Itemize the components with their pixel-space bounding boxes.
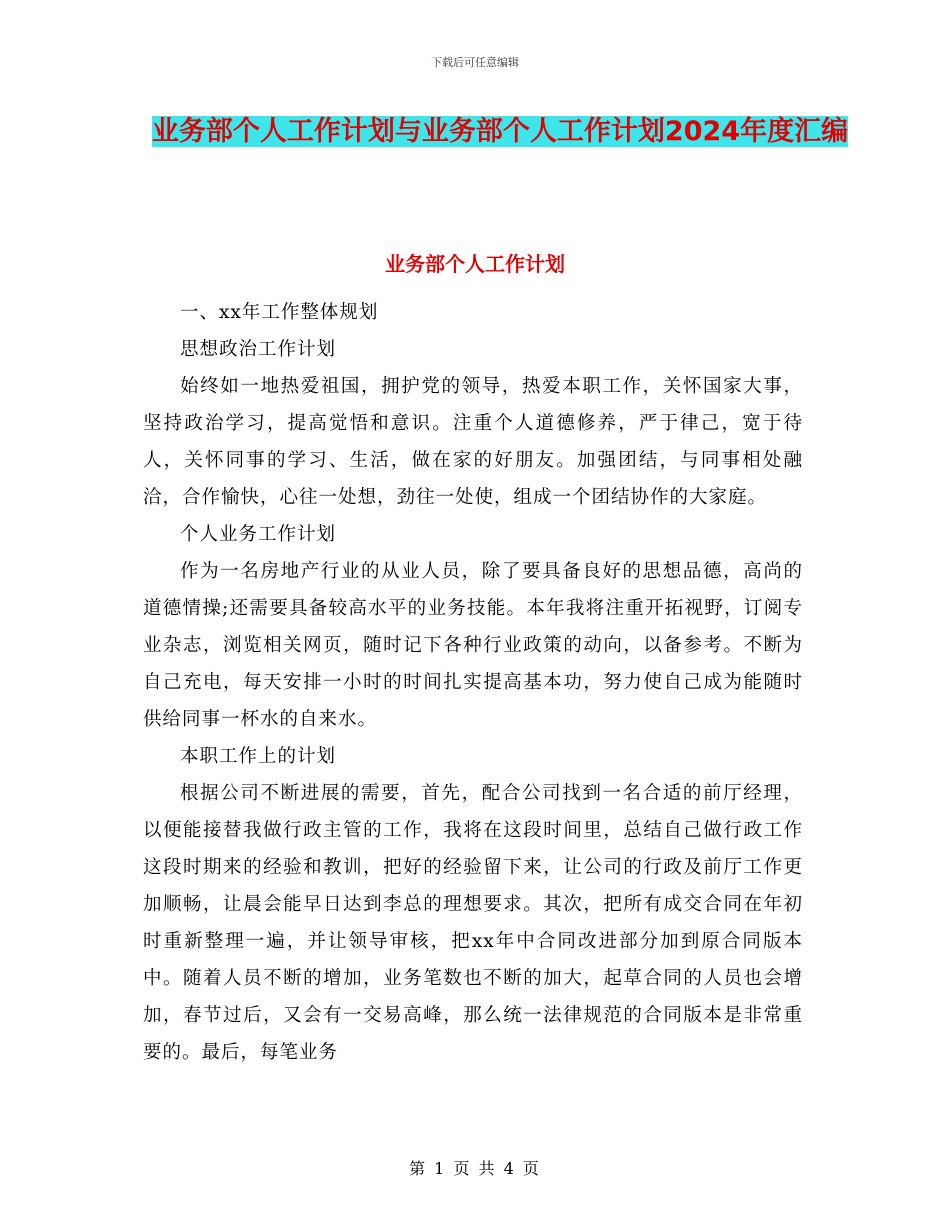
paragraph: 思想政治工作计划	[180, 339, 337, 360]
paragraph: 始终如一地热爱祖国，拥护党的领导，热爱本职工作，关怀国家大事，坚持政治学习，提高觉悟和意识。注重个人道德修养，严于律己，宽于待人，关怀同事的学习、生活，做在家的好朋友。加强团结，与同事相处融洽，合作愉快，心往一处想，劲往一处使，组成一个团结协作的大家庭。	[143, 376, 803, 508]
paragraph: 本职工作上的计划	[180, 746, 337, 767]
paragraph: 个人业务工作计划	[180, 524, 337, 545]
paragraph: 根据公司不断进展的需要，首先，配合公司找到一名合适的前厅经理，以便能接替我做行政主管的工作，我将在这段时间里，总结自己做行政工作这段时期来的经验和教训，把好的经验留下来，让公司的行政及前厅工作更加顺畅，让晨会能早日达到李总的理想要求。其次，把所有成交合同在年初时重新整理一遍，并让领导审核，把xx年中合同改进部分加到原合同版本中。随着人员不断的增加，业务笔数也不断的加大，起草合同的人员也会增加，春节过后，又会有一交易高峰，那么统一法律规范的合同版本是非常重要的。最后，每笔业务	[143, 783, 803, 1063]
page-footer: 第 1 页 共 4 页	[409, 1159, 541, 1178]
header-note: 下载后可任意编辑	[431, 56, 519, 69]
paragraph: 一、xx年工作整体规划	[180, 302, 379, 323]
document-title	[140, 110, 860, 153]
document-title-text: 业务部个人工作计划与业务部个人工作计划2024年度汇编	[151, 116, 849, 147]
document-body	[143, 294, 803, 1071]
paragraph: 作为一名房地产行业的从业人员，除了要具备良好的思想品德，高尚的道德情操;还需要具备较高水平的业务技能。本年我将注重开拓视野，订阅专业杂志，浏览相关网页，随时记下各种行业政策的动向，以备参考。不断为自己充电，每天安排一小时的时间扎实提高基本功，努力使自己成为能随时供给同事一杯水的自来水。	[143, 561, 803, 730]
section-title: 业务部个人工作计划	[385, 252, 565, 276]
